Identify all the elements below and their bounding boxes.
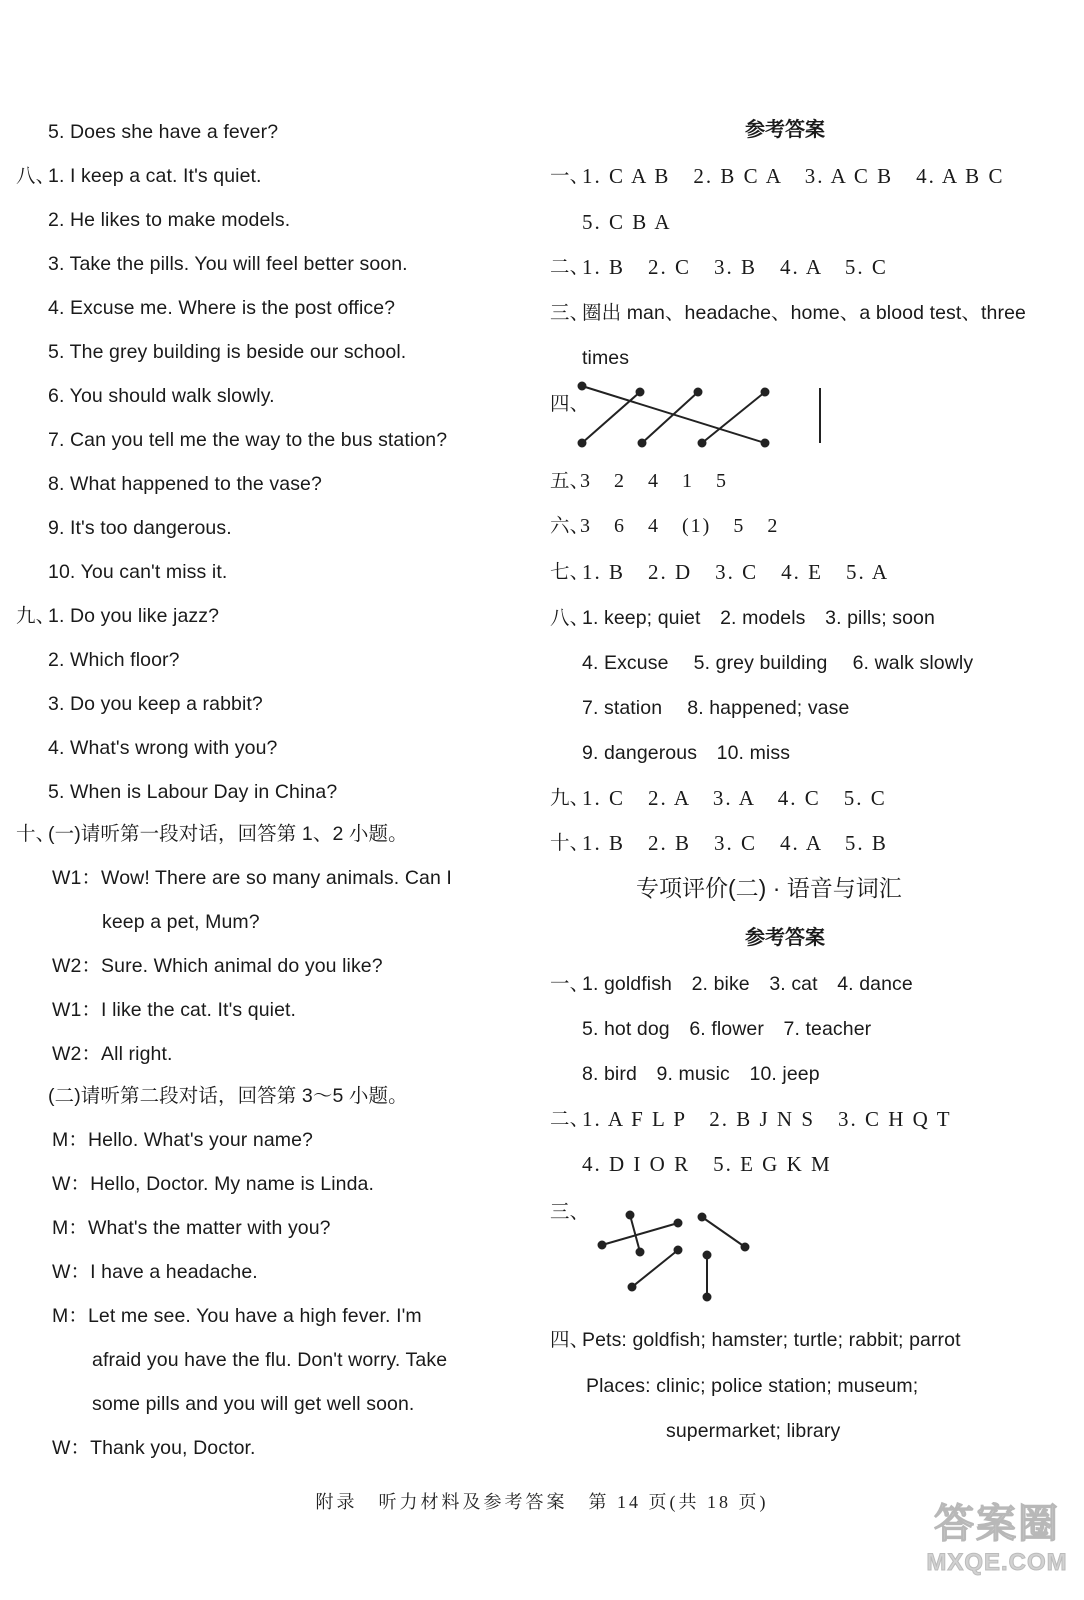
vocab4-line-3: supermarket; library — [666, 1420, 841, 1442]
section8-line-10: 10. You can't miss it. — [48, 561, 228, 583]
answer3-label: 三、 — [550, 302, 590, 324]
answer4-matching-lines — [570, 378, 830, 453]
answer2-label: 二、 — [550, 256, 590, 278]
vocab2-line-1: 1. A F L P 2. B J N S 3. C H Q T — [582, 1107, 952, 1131]
dialogue1-line-1: W1：Wow! There are so many animals. Can I — [52, 867, 452, 889]
dialogue1-line-2: keep a pet, Mum? — [102, 911, 260, 933]
match-line-2 — [582, 392, 640, 443]
section8-line-5: 5. The grey building is beside our school. — [48, 341, 407, 363]
section8-line-6: 6. You should walk slowly. — [48, 385, 275, 407]
section9-line-5: 5. When is Labour Day in China? — [48, 781, 338, 803]
answer1-line-1: 1. C A B 2. B C A 3. A C B 4. A B C — [582, 164, 1005, 188]
vocab1-line-2: 5. hot dog 6. flower 7. teacher — [582, 1018, 872, 1040]
answer8-line-1: 1. keep; quiet 2. models 3. pills; soon — [582, 607, 935, 629]
page-footer: 附录 听力材料及参考答案 第 14 页(共 18 页) — [315, 1492, 769, 1512]
section9-line-3: 3. Do you keep a rabbit? — [48, 693, 263, 715]
answer8-line-3: 7. station 8. happened; vase — [582, 697, 850, 719]
answer5-line: 3 2 4 1 5 — [580, 470, 728, 492]
section8-line-1: 1. I keep a cat. It's quiet. — [48, 165, 262, 187]
watermark-bottom-text: MXQE.COM — [926, 1549, 1068, 1576]
answer1-label: 一、 — [550, 165, 590, 187]
dialogue2-line-3: M：What's the matter with you? — [52, 1217, 331, 1239]
answer1-line-2: 5. C B A — [582, 210, 672, 234]
answer4-label: 四、 — [550, 393, 590, 415]
vocab-match-line-3 — [702, 1217, 745, 1247]
answer7-label: 七、 — [550, 561, 590, 583]
vocab-match-line-1 — [602, 1223, 678, 1245]
section8-line-8: 8. What happened to the vase? — [48, 473, 322, 495]
dialogue1-line-4: W1：I like the cat. It's quiet. — [52, 999, 297, 1021]
section10-part2-title: (二)请听第二段对话，回答第 3～5 小题。 — [48, 1085, 408, 1107]
dialogue2-line-7: some pills and you will get well soon. — [92, 1393, 415, 1415]
answer9-label: 九、 — [550, 787, 590, 809]
answer2-line: 1. B 2. C 3. B 4. A 5. C — [582, 255, 888, 279]
answer9-line: 1. C 2. A 3. A 4. C 5. C — [582, 786, 887, 810]
answer3-line-2: times — [582, 347, 630, 369]
dialogue2-line-1: M：Hello. What's your name? — [52, 1129, 313, 1151]
section9-line-4: 4. What's wrong with you? — [48, 737, 278, 759]
answer10-label: 十、 — [550, 832, 590, 854]
dialogue2-line-4: W：I have a headache. — [52, 1261, 258, 1283]
answer6-label: 六、 — [550, 515, 590, 537]
answer10-line: 1. B 2. B 3. C 4. A 5. B — [582, 831, 888, 855]
section8-line-4: 4. Excuse me. Where is the post office? — [48, 297, 396, 319]
dialogue2-line-8: W：Thank you, Doctor. — [52, 1437, 256, 1459]
section8-line-2: 2. He likes to make models. — [48, 209, 291, 231]
vocab1-line-1: 1. goldfish 2. bike 3. cat 4. dance — [582, 973, 913, 995]
dialogue1-line-3: W2：Sure. Which animal do you like? — [52, 955, 383, 977]
section7-q5: 5. Does she have a fever? — [48, 121, 279, 143]
answer-heading-1: 参考答案 — [745, 119, 825, 141]
answer8-line-2: 4. Excuse 5. grey building 6. walk slowly — [582, 652, 974, 674]
dialogue2-line-6: afraid you have the flu. Don't worry. Take — [92, 1349, 448, 1371]
section8-label: 八、 — [16, 165, 56, 187]
answer3-line-1: 圈出 man、headache、home、a blood test、three — [582, 302, 1026, 324]
section9-line-1: 1. Do you like jazz? — [48, 605, 220, 627]
section9-label: 九、 — [16, 605, 56, 627]
vocab1-label: 一、 — [550, 973, 590, 995]
answer7-line: 1. B 2. D 3. C 4. E 5. A — [582, 560, 890, 584]
section8-line-3: 3. Take the pills. You will feel better soon. — [48, 253, 408, 275]
answer-heading-2: 参考答案 — [745, 927, 825, 949]
answer8-line-4: 9. dangerous 10. miss — [582, 742, 791, 764]
dialogue1-line-5: W2：All right. — [52, 1043, 173, 1065]
watermark-top-text: 答案圈 — [934, 1502, 1060, 1546]
vocab4-line-2: Places: clinic; police station; museum; — [586, 1375, 919, 1397]
section8-line-9: 9. It's too dangerous. — [48, 517, 232, 539]
vocab4-line-1: Pets: goldfish; hamster; turtle; rabbit; parrot — [582, 1329, 961, 1351]
section2-title: 专项评价(二) · 语音与词汇 — [636, 875, 902, 901]
vocab2-line-2: 4. D I O R 5. E G K M — [582, 1152, 832, 1176]
section9-line-2: 2. Which floor? — [48, 649, 180, 671]
vocab2-label: 二、 — [550, 1108, 590, 1130]
match-line-3 — [642, 392, 698, 443]
vocab4-label: 四、 — [550, 1329, 590, 1351]
dialogue2-line-2: W：Hello, Doctor. My name is Linda. — [52, 1173, 375, 1195]
answer8-label: 八、 — [550, 607, 590, 629]
vocab3-label: 三、 — [550, 1201, 590, 1223]
watermark-logo — [922, 1500, 1072, 1595]
dialogue2-line-5: M：Let me see. You have a high fever. I'm — [52, 1305, 422, 1327]
answer6-line: 3 6 4 (1) 5 2 — [580, 515, 780, 537]
section10-part1-title: (一)请听第一段对话，回答第 1、2 小题。 — [48, 823, 408, 845]
section10-label: 十、 — [16, 823, 56, 845]
vocab1-line-3: 8. bird 9. music 10. jeep — [582, 1063, 820, 1085]
answer5-label: 五、 — [550, 470, 590, 492]
vocab3-matching-lines — [590, 1205, 760, 1300]
section8-line-7: 7. Can you tell me the way to the bus station? — [48, 429, 448, 451]
match-line-4 — [702, 392, 765, 443]
